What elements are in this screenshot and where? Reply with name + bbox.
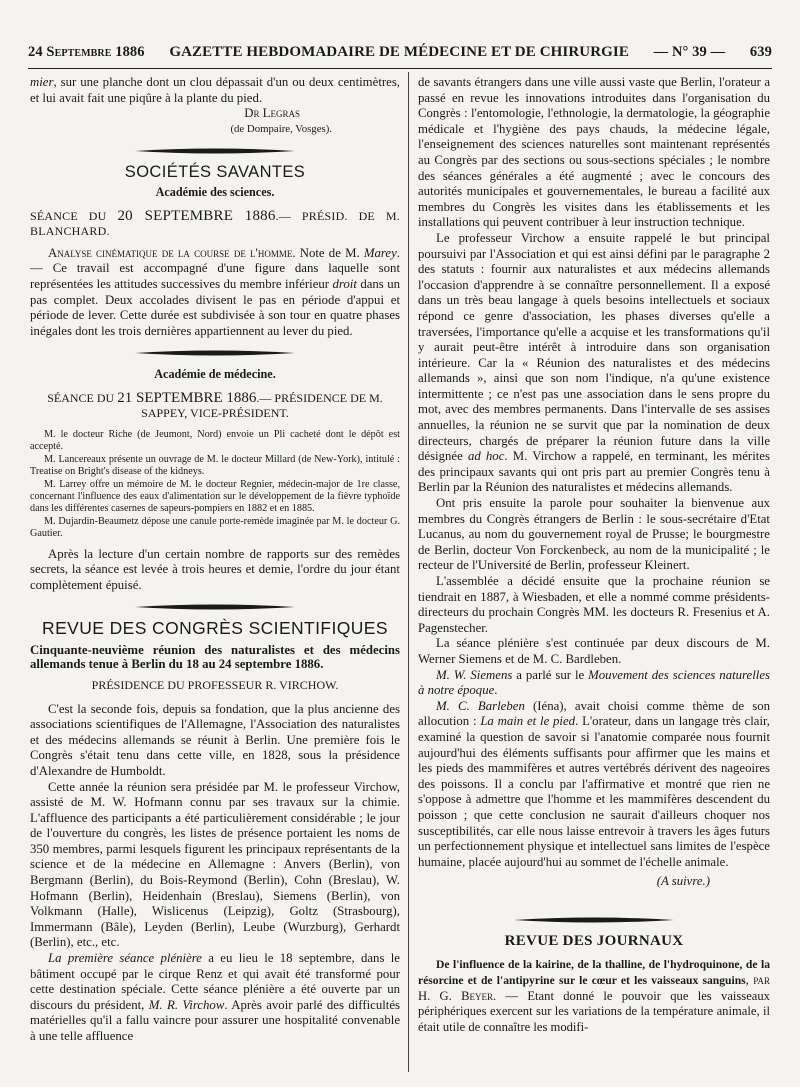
ornament-rule bbox=[418, 916, 770, 924]
congres-paragraph: C'est la seconde fois, depuis sa fondation, que la plus ancienne des associations scientifiques de l'Allemagne, l'Association des naturalistes et des médecins allemands se réunit à Berlin. Une première fois le Congrès s'était tenu dans cette ville, en 1828, sous la présidence d'Alexandre de Humboldt. bbox=[30, 701, 400, 778]
left-column bbox=[30, 75, 400, 1045]
seance-heading-2: SÉANCE DU 21 SEPTEMBRE 1886.— PRÉSIDENCE DE M. SAPPEY, VICE-PRÉSIDENT. bbox=[47, 389, 383, 420]
congres-paragraph: M. W. Siemens a parlé sur le Mouvement des sciences naturelles à notre époque. bbox=[418, 667, 770, 698]
journal-title: GAZETTE HEBDOMADAIRE DE MÉDECINE ET DE CHIRURGIE bbox=[169, 44, 629, 60]
header-rule bbox=[28, 68, 772, 69]
analyse-paragraph: Analyse cinématique de la course de l'homme. Note de M. Marey. — Ce travail est accompagné d'une figure dans laquelle sont représentées les attitudes successives du membre inférieur droit dans un pas complet. Deux accolades divisent le pas en période d'appui et période de lever. Cette durée est subdivisée à son tour en quatre phases inégales dont les trois dernières appartiennent au lever du pied. bbox=[30, 245, 400, 338]
signature-name: Dr Legras bbox=[244, 106, 300, 121]
page-header bbox=[28, 44, 772, 66]
revue-congres-title: REVUE DES CONGRÈS SCIENTIFIQUES bbox=[42, 618, 388, 639]
presidence-virchow: PRÉSIDENCE DU PROFESSEUR R. VIRCHOW. bbox=[91, 677, 339, 692]
congres-paragraph: Cette année la réunion sera présidée par M. le professeur Virchow, assisté de M. W. Hofmann connu par ses travaux sur la chimie. L'affluence des participants a été particulièrement considérable ; le jour de l'ouverture du congrès, les listes de présence portaient les noms de 350 membres, parmi lesquels figurent les principaux représentants de la science et de la médecine en Allemagne : Anvers (Berlin), von Bergmann (Berlin), du Bois-Reymond (Berlin), Cohn (Breslau), W. Hofmann (Berlin), Heidenhain (Breslau), Siemens (Berlin), von Volkmann (Halle), Wislicenus (Leipzig), Goltz (Strasbourg), Immermann (Bâle), Leyden (Berlin), Leube (Wurzburg), Gerhardt (Berlin), etc., etc. bbox=[30, 779, 400, 950]
ornament-rule bbox=[30, 349, 400, 357]
congres-paragraph: M. C. Barleben (Iéna), avait choisi comme thème de son allocution : La main et le pied. L'orateur, dans un langage très clair, examiné la question de savoir si l'anatomie comparée nous fournit aujourd'hui des éléments suffisants pour affirmer que les mains et les pieds des mammifères et autres vertébrés dérivent des nageoires des poissons. Il a conclu par l'affirmative et montré que rien ne s'oppose à admettre que l'homme et les mammifères descendent du poisson ; que cette conclusion ne saurait d'ailleurs choquer nos susceptibilités, car elle nous laisse entrevoir à travers les âges futurs un perfectionnement physique et intellectuel sans limites de l'espèce humaine, placée aujourd'hui au sommet de l'échelle animale. bbox=[418, 698, 770, 869]
societes-savantes-title: SOCIÉTÉS SAVANTES bbox=[124, 163, 306, 182]
congres-paragraph: La première séance plénière a eu lieu le 18 septembre, dans le bâtiment occupé par le cirque Renz et qui avait été transformé pour cette destination spéciale. Cette séance plénière a été ouverte par un discours du président, M. R. Virchow. Après avoir parlé des difficultés matérielles qu'il a fallu vaincre pour assurer une hospitalité convenable à une telle affluence bbox=[30, 951, 400, 1043]
congres-paragraph: Ont pris ensuite la parole pour souhaiter la bienvenue aux membres du Congrès étrangers de Berlin : le sous-secrétaire d'Etat Lucanus, au nom du gouvernement royal de Prusse; le bourgmestre de Berlin, docteur Von Forckenbeck, au nom de la municipalité ; le recteur de l'Université de Berlin, professeur Kleinert. bbox=[418, 496, 770, 573]
ornament-rule bbox=[30, 147, 400, 155]
congres-paragraph: L'assemblée a décidé ensuite que la prochaine réunion se tiendrait en 1887, à Wiesbaden, et elle a nommé comme présidents-directeurs du prochain Congrès MM. les docteurs R. Fresenius et A. Pagenstecher. bbox=[418, 574, 770, 635]
academie-sciences-title: Académie des sciences. bbox=[155, 184, 275, 199]
revue-journaux-title: REVUE DES JOURNAUX bbox=[504, 932, 684, 949]
signature-place: (de Dompaire, Vosges). bbox=[230, 122, 332, 135]
journaux-paragraph: De l'influence de la kairine, de la thalline, de l'hydroquinone, de la résorcine et de l'antipyrine sur le cœur et les vaisseaux sanguins, par H. G. Beyer. — Etant donné le pouvoir que les vaisseaux périphériques exercent sur les variations de la température animale, il était utile de connaître les modifi- bbox=[418, 958, 770, 1034]
note-item: M. le docteur Riche (de Jeumont, Nord) envoie un Pli cacheté dont le dépôt est accepté. bbox=[30, 428, 400, 453]
intro-paragraph: mier, sur une planche dont un clou dépassait d'un ou deux centimètres, et lui avait fait une piqûre à la plante du pied. bbox=[30, 75, 400, 105]
right-column bbox=[418, 75, 770, 1035]
seance-heading-1: SÉANCE DU 20 SEPTEMBRE 1886.— PRÉSID. DE M. BLANCHARD. bbox=[30, 207, 400, 239]
note-item: M. Larrey offre un mémoire de M. le docteur Regnier, médecin-major de 1re classe, concernant l'influence des eaux d'alimentation sur le développement de la fièvre typhoïde dans les différentes casernes de sapeurs-pompiers en 1882 et en 1885. bbox=[30, 478, 400, 515]
column-divider bbox=[408, 72, 409, 1072]
issue-number: — N° 39 — bbox=[653, 44, 726, 60]
congres-paragraph: Le professeur Virchow a ensuite rappelé le but principal poursuivi par l'Association et qui est ainsi défini par le paragraphe 2 des statuts : fournir aux naturalistes et aux médecins allemands l'occasion d'apprendre à se connaître personnellement. Il a exposé dans un très beau langage à quels besoins intellectuels et sociaux répond ce genre d'association, les phases diverses qu'elle a traversées, l'importance qu'elle a acquise et les transformations qu'il y aurait peut-être intérêt à introduire dans son organisation intérieure. Car la « Réunion des naturalistes et des médecins allemands », ainsi que son nom l'indique, n'a qu'une existence intermittente ; ce n'est pas une association dans le sens propre du mot, avec des membres permanents. Dans l'intervalle de ses assises annuelles, la réunion ne se survit que par la nomination de deux directeurs, chargés de préparer la réunion future dans la ville désignée ad hoc. M. Virchow a rappelé, en terminant, les mérites des principaux savants qui ont pris part au premier Congrès tenu à Berlin par la Réunion des naturalistes et médecins allemands. bbox=[418, 230, 770, 495]
note-item: M. Dujardin-Beaumetz dépose une canule porte-remède imaginée par M. le docteur G. Gautier. bbox=[30, 515, 400, 540]
apres-paragraph: Après la lecture d'un certain nombre de rapports sur des remèdes secrets, la séance est levée à trois heures et demie, l'ordre du jour étant complètement épuisé. bbox=[30, 546, 400, 592]
header-date: 24 Septembre 1886 bbox=[28, 44, 145, 60]
ornament-rule bbox=[30, 603, 400, 611]
note-item: M. Lancereaux présente un ouvrage de M. le docteur Millard (de New-York), intitulé : Treatise on Bright's disease of the kidneys. bbox=[30, 453, 400, 478]
congres-paragraph: de savants étrangers dans une ville aussi vaste que Berlin, l'orateur a passé en revue les innovations introduites dans l'organisation du Congrès : l'entomologie, l'ethnologie, la dermatologie, la géographie médicale et l'hygiène des pays chauds, la médecine légale, l'enseignement des sciences naturelles sont maintenant représentés au Congrès par des sections ou sous-sections spéciales ; le nombre des séances générales a été augmenté ; avec le concours des autorités municipales et gouvernementales, le bureau a facilité aux membres du Congrès les visites dans les établissements et les installations qui peuvent contribuer à leur instruction technique. bbox=[418, 75, 770, 230]
academie-medecine-title: Académie de médecine. bbox=[154, 367, 276, 382]
congres-paragraph: La séance plénière s'est continuée par deux discours de M. Werner Siemens et de M. C. Bardleben. bbox=[418, 636, 770, 666]
cinquante-heading: Cinquante-neuvième réunion des naturalistes et des médecins allemands tenue à Berlin du 18 au 24 septembre 1886. bbox=[30, 642, 400, 672]
a-suivre: (A suivre.) bbox=[656, 874, 710, 889]
page-number: 639 bbox=[749, 44, 772, 60]
